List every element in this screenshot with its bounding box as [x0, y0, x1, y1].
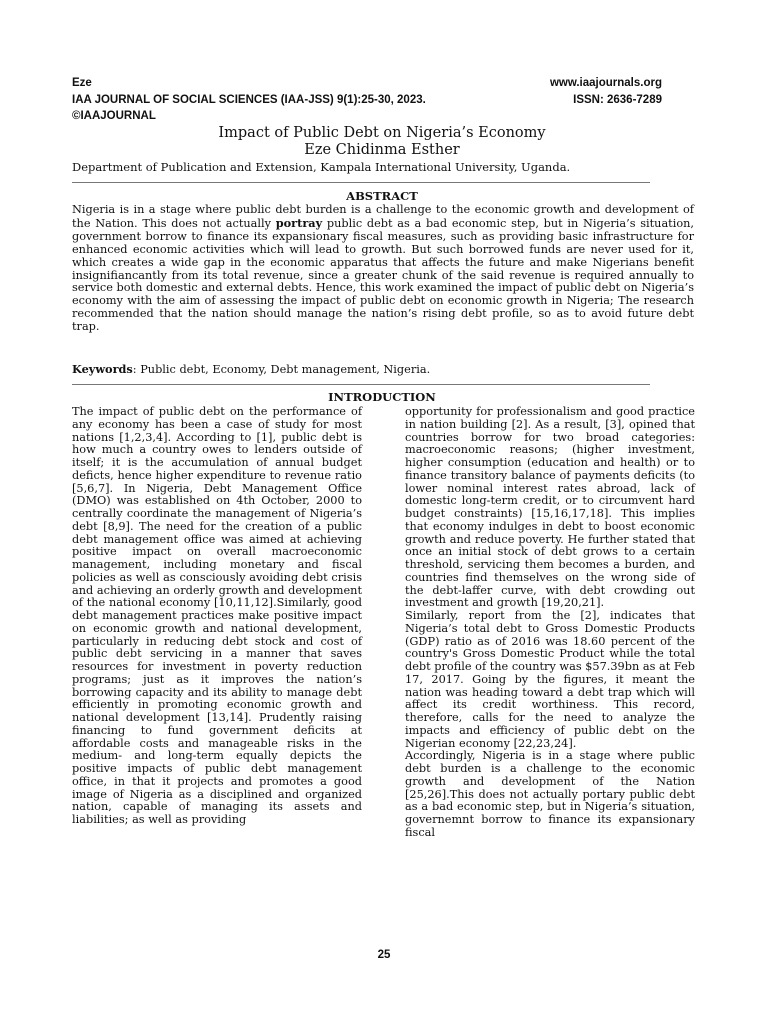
keywords-label: Keywords [72, 362, 133, 376]
divider [72, 384, 650, 385]
intro-right-column [405, 406, 695, 840]
intro-paragraph: The impact of public debt on the performance of any economy has been a case of study for most nations [1,2,3,4]. According to [1], public debt is how much a country owes to lenders outside of itself; it is the accumulation of annual budget deficts, hence higher expenditure to revenue ratio [5,6,7]. In Nigeria, Debt Management Office (DMO) was established on 4th October, 2000 to centrally coordinate the management of Nigeria’s debt [8,9]. The need for the creation of a public debt management office was aimed at achieving positive impact on overall macroeconomic management, including monetary and fiscal policies as well as consciously avoiding debt crisis and achieving an orderly growth and development of the national economy [10,11,12].Similarly, good debt management practices make positive impact on economic growth and national development, particularly in reducing debt stock and cost of public debt servicing in a manner that saves resources for investment in poverty reduction programs; just as it improves the nation’s borrowing capacity and its ability to manage debt efficiently in promoting economic growth and national development [13,14]. Prudently raising financing to fund government deficits at affordable costs and manageable risks in the medium- and long-term equally depicts the positive impacts of public debt management office, in that it projects and promotes a good image of Nigeria as a disciplined and organized nation, capable of managing its assets and liabilities; as well as providing [72, 405, 362, 826]
intro-paragraph: opportunity for professionalism and good practice in nation building [2]. As a result, [3], opined that countries borrow for two broad categories: macroeconomic reasons; (higher investment, higher consumption (education and health) or to finance transitory balance of payments deficits (to lower nominal interest rates abroad, lack of domestic long-term credit, or to circumvent hard budget constraints) [15,16,17,18]. This implies that economy indulges in debt to boost economic growth and reduce poverty. He further stated that once an initial stock of debt grows to a certain threshold, servicing them becomes a burden, and countries find themselves on the wrong side of the debt-laffer curve, with debt crowding out investment and growth [19,20,21]. [405, 405, 695, 610]
keywords-list: : Public debt, Economy, Debt management, Nigeria. [132, 363, 431, 376]
article-author: Eze Chidinma Esther [304, 142, 460, 158]
issn: ISSN: 2636-7289 [573, 94, 662, 106]
divider [72, 182, 650, 183]
article-title: Impact of Public Debt on Nigeria’s Economy [218, 125, 546, 141]
abstract-body: Nigeria is in a stage where public debt burden is a challenge to the economic growth and development of the Nation. This does not actually portray public debt as a bad economic step, but in Nigeria’s situation, government borrow to finance its expansionary fiscal measures, such as providing basic infrastructure for enhanced economic activities which will lead to growth. But such borrowed funds are never used for it, which creates a wide gap in the economic apparatus that affects the future and make Nigerians benefit insignifiancantly from its total revenue, since a greater chunk of the said revenue is required annually to service both domestic and external debts. Hence, this work examined the impact of public debt on Nigeria’s economy with the aim of assessing the impact of public debt on economic growth in Nigeria; The research recommended that the nation should manage the nation’s rising debt profile, so as to avoid future debt trap. [72, 203, 695, 334]
copyright: ©IAAJOURNAL [72, 110, 156, 122]
journal-website: www.iaajournals.org [549, 77, 662, 89]
intro-left-column [72, 406, 362, 827]
intro-paragraph: Accordingly, Nigeria is in a stage where public debt burden is a challenge to the economic growth and development of the Nation [25,26].This does not actually portary public debt as a bad economic step, but in Nigeria’s situation, governemnt borrow to finance its expansionary fiscal [405, 749, 695, 839]
abstract-heading: ABSTRACT [346, 189, 418, 203]
author-affiliation: Department of Publication and Extension, Kampala International University, Uganda. [72, 160, 571, 174]
page-number: 25 [377, 949, 391, 961]
keywords [72, 362, 430, 376]
intro-paragraph: Similarly, report from the [2], indicates that Nigeria’s total debt to Gross Domestic Products (GDP) ratio as of 2016 was 18.60 percent of the country's Gross Domestic Product while the total debt profile of the country was $57.39bn as at Feb 17, 2017. Going by the figures, it meant the nation was heading toward a debt trap which will affect its credit worthiness. This record, therefore, calls for the need to analyze the impacts and efficiency of public debt on the Nigerian economy [22,23,24]. [405, 609, 695, 750]
running-header-author: Eze [72, 77, 92, 89]
journal-citation: IAA JOURNAL OF SOCIAL SCIENCES (IAA-JSS) 9(1):25-30, 2023. [72, 94, 426, 106]
introduction-heading: INTRODUCTION [328, 390, 436, 404]
abstract-emphasis: portray [275, 215, 323, 230]
